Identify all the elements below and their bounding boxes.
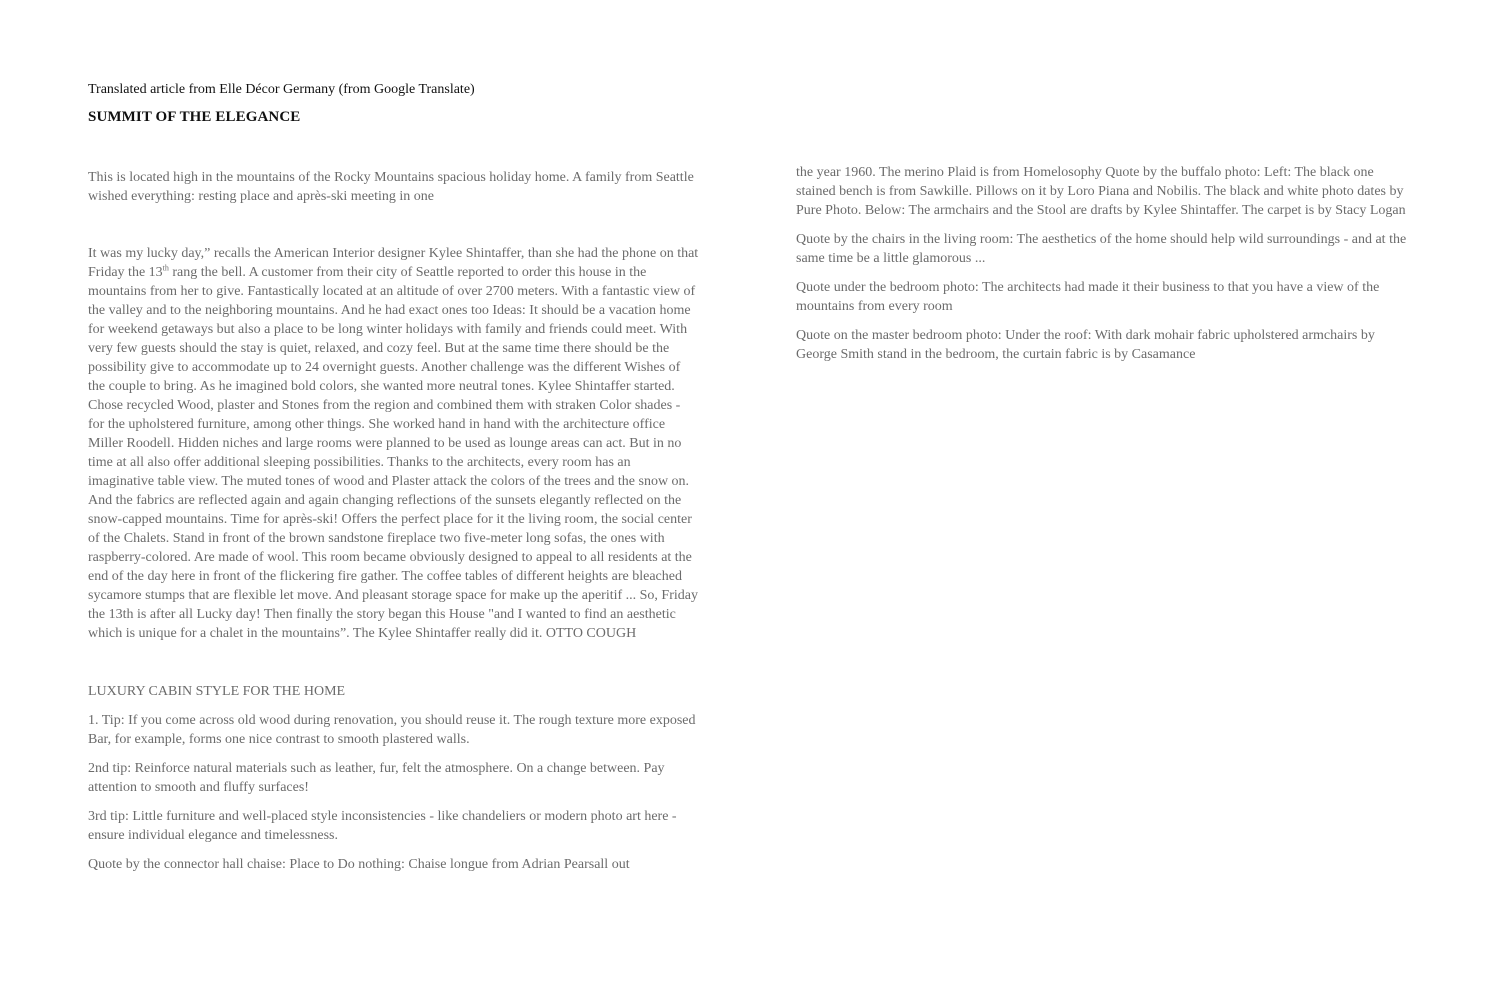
continuation-paragraph: the year 1960. The merino Plaid is from Homelosophy Quote by the buffalo photo: Left: The black one stained bench is from Sawkille. Pillows on it by Loro Piana and Nobilis. The black and white photo dates by Pure Photo. Below: The armchairs and the Stool are drafts by Kylee Shintaffer. The carpet is by Stacy Logan bbox=[796, 165, 1406, 218]
quote-living-room-chairs: Quote by the chairs in the living room: The aesthetics of the home should help wild surroundings - and at the same time be a little glamorous ... bbox=[796, 232, 1407, 266]
main-article-paragraph bbox=[88, 244, 700, 643]
right-column bbox=[796, 163, 1408, 374]
body-text-start: It was my lucky day,” recalls the American Interior designer Kylee Shintaffer, than she had the phone on that Friday the 13 bbox=[88, 246, 699, 280]
section-heading: LUXURY CABIN STYLE FOR THE HOME bbox=[88, 684, 346, 699]
quote-master-bedroom: Quote on the master bedroom photo: Under the roof: With dark mohair fabric upholstered armchairs by George Smith stand in the bedroom, the curtain fabric is by Casamance bbox=[796, 328, 1375, 362]
translation-note: Translated article from Elle Décor Germany (from Google Translate) bbox=[88, 82, 475, 97]
intro-paragraph: This is located high in the mountains of the Rocky Mountains spacious holiday home. A family from Seattle wished everything: resting place and après-ski meeting in one bbox=[88, 170, 694, 204]
article-title: SUMMIT OF THE ELEGANCE bbox=[88, 109, 301, 125]
quote-connector-hall: Quote by the connector hall chaise: Place to Do nothing: Chaise longue from Adrian Pearsall out bbox=[88, 857, 630, 872]
tip-1: 1. Tip: If you come across old wood during renovation, you should reuse it. The rough texture more exposed Bar, for example, forms one nice contrast to smooth plastered walls. bbox=[88, 713, 696, 747]
quote-bedroom-photo: Quote under the bedroom photo: The architects had made it their business to that you have a view of the mountains from every room bbox=[796, 280, 1380, 314]
body-text-rest: rang the bell. A customer from their city of Seattle reported to order this house in the mountains from her to give. Fantastically located at an altitude of over 2700 meters. With a fantastic view of the valley and to the neighboring mountains. And he had exact ones too Ideas: It should be a vacation home for weekend getaways but also a place to be long winter holidays with family and friends could meet. With very few guests should the stay is quiet, relaxed, and cozy feel. But at the same time there should be the possibility give to accommodate up to 24 overnight guests. Another challenge was the different Wishes of the couple to bring. As he imagined bold colors, she wanted more neutral tones. Kylee Shintaffer started. Chose recycled Wood, plaster and Stones from the region and combined them with straken Color shades - for the upholstered furniture, among other things. She worked hand in hand with the architecture office Miller Roodell. Hidden niches and large rooms were planned to be used as lounge areas can act. But in no time at all also offer additional sleeping possibilities. Thanks to the architects, every room has an imaginative table view. The muted tones of wood and Plaster attack the colors of the trees and the snow on. And the fabrics are reflected again and again changing reflections of the sunsets elegantly reflected on the snow-capped mountains. Time for après-ski! Offers the perfect place for it the living room, the social center of the Chalets. Stand in front of the brown sandstone fireplace two five-meter long sofas, the ones with raspberry-colored. Are made of wool. This room became obviously designed to appeal to all residents at the end of the day here in front of the flickering fire gather. The coffee tables of different heights are bleached sycamore stumps that are flexible let move. And pleasant storage space for make up the aperitif ... So, Friday the 13th is after all Lucky day! Then finally the story began this House "and I wanted to find an aesthetic which is unique for a chalet in the mountains”. The Kylee Shintaffer really did it. OTTO COUGH bbox=[88, 265, 698, 641]
tip-3: 3rd tip: Little furniture and well-placed style inconsistencies - like chandeliers or modern photo art here -ensure individual elegance and timelessness. bbox=[88, 809, 677, 843]
ordinal-superscript: th bbox=[162, 263, 169, 273]
tip-2: 2nd tip: Reinforce natural materials such as leather, fur, felt the atmosphere. On a change between. Pay attention to smooth and fluffy surfaces! bbox=[88, 761, 665, 795]
left-column bbox=[88, 168, 700, 884]
